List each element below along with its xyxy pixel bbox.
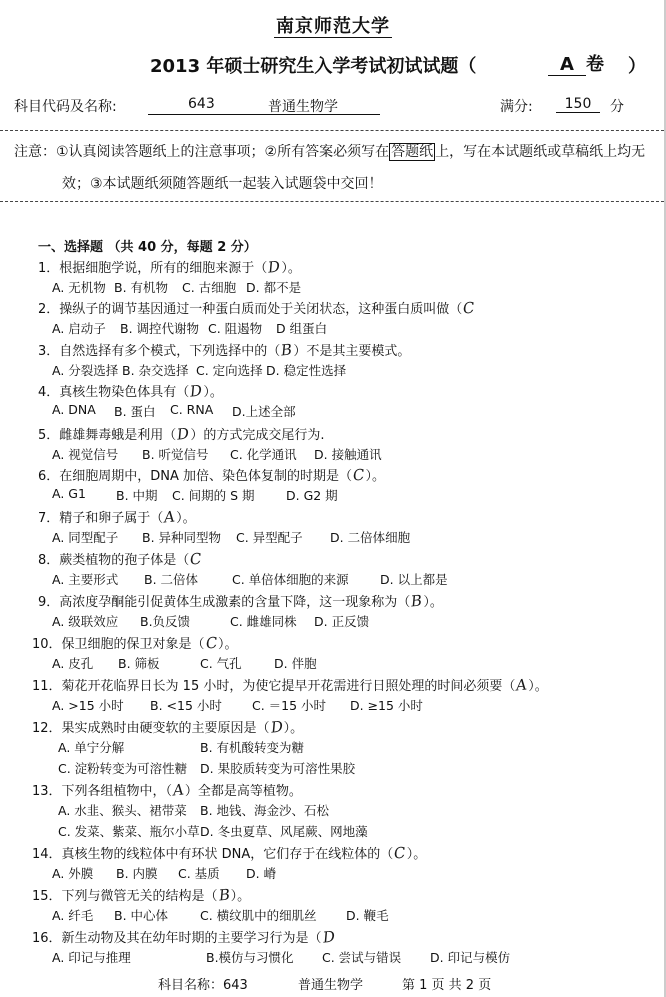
question-text: 9．高浓度孕酮能引促黄体生成激素的含量下降，这一现象称为（ [38, 595, 411, 610]
question-stem [38, 465, 385, 484]
option-c: C. 气孔 [200, 656, 242, 671]
question-text: 10．保卫细胞的保卫对象是（ [32, 637, 205, 652]
handwritten-answer: A [172, 780, 185, 800]
option-d: D. 二倍体细胞 [330, 530, 411, 545]
notice-line-2: 效；③本试题纸须随答题纸一起装入试题袋中交回！ [62, 176, 383, 192]
paper-code-label [548, 50, 604, 76]
option-a: A. 外膜 [52, 866, 94, 881]
option-d: D. 稳定性选择 [266, 363, 347, 378]
paper-code: A [548, 54, 586, 76]
subject-name: 普通生物学 [268, 99, 338, 115]
option-a: A. 主要形式 [52, 572, 119, 587]
option-a: A. 启动子 [52, 321, 106, 336]
question-stem [38, 549, 203, 568]
handwritten-answer: D [176, 424, 191, 444]
option-a: A. 级联效应 [52, 614, 119, 629]
subject-label: 科目代码及名称: [14, 99, 117, 115]
question-text-end: ）。 [423, 595, 443, 610]
option-d: D. 嵴 [246, 866, 277, 881]
question-text: 8．蕨类植物的孢子体是（ [38, 553, 190, 568]
question-text-end: ）。 [365, 469, 386, 484]
question-text-end: ）。 [230, 889, 251, 904]
option-b: B. <15 小时 [150, 698, 222, 713]
question-stem [38, 381, 223, 400]
question-text: 14．真核生物的线粒体中有环状 DNA，它们存于在线粒体的（ [32, 847, 394, 862]
option-c: C. 基质 [178, 866, 220, 881]
option-d: D. 以上都是 [380, 572, 448, 587]
option-c: C. 异型配子 [236, 530, 303, 545]
option-b: B.模仿与习惯化 [206, 950, 294, 965]
option-a: A. 分裂选择 [52, 363, 119, 378]
option-d: D. 果胶质转变为可溶性果胶 [200, 761, 356, 776]
option-b: B. 异种同型物 [142, 530, 222, 545]
score-unit: 分 [610, 99, 624, 115]
subject-field [148, 96, 380, 119]
option-c: C. 古细胞 [182, 280, 237, 295]
score-field [556, 96, 600, 113]
option-c: C. 阻遏物 [208, 321, 263, 336]
option-b: B.负反馈 [140, 614, 191, 629]
question-text-end: ）。 [283, 721, 304, 736]
university-name: 南京师范大学 [276, 16, 390, 37]
option-c: C. 雌雄同株 [230, 614, 297, 629]
option-a: A. 同型配子 [52, 530, 119, 545]
question-stem [32, 885, 250, 904]
option-a: A. 无机物 [52, 280, 106, 295]
handwritten-answer: B [280, 340, 294, 360]
option-c: C. 发菜、紫菜、瓶尔小草 [58, 824, 200, 839]
option-c: C. 间期的 S 期 [172, 488, 255, 503]
question-stem [38, 591, 443, 610]
question-stem [38, 298, 476, 317]
option-b: B. 杂交选择 [122, 363, 189, 378]
question-stem [32, 717, 303, 736]
option-c: C. 定向选择 [196, 363, 263, 378]
score-label: 满分: [500, 99, 533, 115]
handwritten-answer: C [462, 298, 476, 318]
option-d: D. 鞭毛 [346, 908, 389, 923]
option-b: B. 筛板 [118, 656, 160, 671]
handwritten-answer: B [217, 885, 231, 905]
option-b: B. 二倍体 [144, 572, 199, 587]
question-stem [38, 507, 196, 526]
handwritten-answer: B [410, 591, 424, 611]
handwritten-answer: D [321, 927, 336, 947]
option-d: D. ≥15 小时 [350, 698, 423, 713]
question-text: 5．雌雄舞毒蛾是利用（ [38, 428, 177, 443]
handwritten-answer: D [269, 717, 284, 737]
option-b: B. 调控代谢物 [120, 321, 200, 336]
question-text-end: ）。 [203, 385, 223, 400]
handwritten-answer: C [393, 843, 407, 863]
question-stem [32, 780, 302, 799]
option-a: A. G1 [52, 486, 86, 501]
option-a: A. DNA [52, 402, 96, 417]
paper-suffix: 卷 [586, 54, 604, 75]
option-b: B. 蛋白 [114, 404, 156, 419]
exam-title: 2013 年硕士研究生入学考试初试试题（ [150, 56, 477, 77]
question-text: 4．真核生物染色体具有（ [38, 385, 190, 400]
option-c: C. 淀粉转变为可溶性糖 [58, 761, 188, 776]
handwritten-answer: A [163, 507, 177, 527]
handwritten-answer: C [204, 633, 218, 653]
option-d: D. G2 期 [286, 488, 338, 503]
question-text-end: ）。 [218, 637, 238, 652]
option-d: D. 正反馈 [314, 614, 370, 629]
notice-box [0, 130, 664, 202]
option-c: C. 单倍体细胞的来源 [232, 572, 349, 587]
question-text-end: ）。 [528, 679, 548, 694]
question-text: 7．精子和卵子属于（ [38, 511, 164, 526]
question-text-end: ）。 [176, 511, 196, 526]
handwritten-answer: D [189, 381, 204, 401]
notice-line-1 [14, 141, 645, 161]
option-d: D 组蛋白 [276, 321, 328, 336]
question-text-end: ）。 [281, 261, 301, 276]
notice-boxed-word: 答题纸 [391, 144, 434, 160]
footer-subject: 科目名称：643 [158, 978, 248, 993]
option-c: C. ＝15 小时 [252, 698, 327, 713]
subject-code: 643 [188, 96, 215, 112]
score-value: 150 [556, 96, 600, 113]
question-text: 16．新生动物及其在幼年时期的主要学习行为是（ [32, 931, 322, 946]
footer-page-info: 第 1 页 共 2 页 [402, 978, 492, 993]
notice-text-b: 上，写在本试题纸或草稿纸上均无 [435, 144, 646, 160]
notice-text-a: 注意：①认真阅读答题纸上的注意事项；②所有答案必须写在 [14, 144, 390, 160]
footer-subject-name: 普通生物学 [298, 978, 364, 993]
handwritten-answer: C [352, 465, 366, 485]
question-text-end: ）。 [406, 847, 427, 862]
question-stem [38, 424, 324, 443]
option-b: B. 有机物 [114, 280, 169, 295]
question-text: 6．在细胞周期中，DNA 加倍、染色体复制的时期是（ [38, 469, 353, 484]
option-a: A. >15 小时 [52, 698, 124, 713]
option-c: C. RNA [170, 402, 214, 417]
question-stem [38, 340, 410, 359]
question-text-end: ）全都是高等植物。 [184, 784, 302, 799]
option-d: D. 都不是 [246, 280, 302, 295]
option-b: B. 中期 [116, 488, 158, 503]
option-a: A. 视觉信号 [52, 447, 119, 462]
question-stem [32, 843, 426, 862]
option-c: C. 尝试与错误 [322, 950, 402, 965]
option-d: D.上述全部 [232, 404, 296, 419]
question-stem [32, 633, 238, 652]
handwritten-answer: C [189, 549, 203, 569]
option-d: D. 印记与模仿 [430, 950, 511, 965]
option-a: A. 水韭、猴头、裙带菜 [58, 803, 187, 818]
question-text: 11．菊花开花临界日长为 15 小时，为使它提早开花需进行日照处理的时间必须要（ [32, 679, 516, 694]
option-b: B. 有机酸转变为糖 [200, 740, 305, 755]
question-text: 1．根据细胞学说，所有的细胞来源于（ [38, 261, 268, 276]
option-a: A. 纤毛 [52, 908, 94, 923]
option-d: D. 伴胞 [274, 656, 317, 671]
university-title [0, 12, 666, 38]
option-a: A. 皮孔 [52, 656, 94, 671]
question-text: 3．自然选择有多个模式，下列选择中的（ [38, 344, 281, 359]
paren-close: ） [628, 56, 646, 77]
handwritten-answer: A [515, 675, 529, 695]
question-stem [38, 257, 301, 276]
question-text: 12．果实成熟时由硬变软的主要原因是（ [32, 721, 270, 736]
option-d: D. 接触通讯 [314, 447, 382, 462]
question-text: 15．下列与微管无关的结构是（ [32, 889, 218, 904]
handwritten-answer: D [267, 257, 282, 277]
question-text: 13．下列各组植物中，（ [32, 784, 173, 799]
option-d: D. 冬虫夏草、风尾蕨、网地藻 [200, 824, 368, 839]
question-stem [32, 675, 548, 694]
question-text: 2．操纵子的调节基因通过一种蛋白质而处于关闭状态，这种蛋白质叫做（ [38, 302, 463, 317]
question-stem [32, 927, 336, 946]
option-a: A. 单宁分解 [58, 740, 125, 755]
option-c: C. 化学通讯 [230, 447, 297, 462]
option-b: B. 地钱、海金沙、石松 [200, 803, 330, 818]
option-c: C. 横纹肌中的细肌丝 [200, 908, 317, 923]
option-b: B. 内膜 [116, 866, 158, 881]
option-b: B. 中心体 [114, 908, 169, 923]
question-text-end: ）的方式完成交尾行为. [190, 428, 325, 443]
option-b: B. 听觉信号 [142, 447, 209, 462]
section-title: 一、选择题 （共 40 分，每题 2 分） [38, 240, 257, 255]
option-a: A. 印记与推理 [52, 950, 131, 965]
question-text-end: ）不是其主要模式。 [293, 344, 411, 359]
